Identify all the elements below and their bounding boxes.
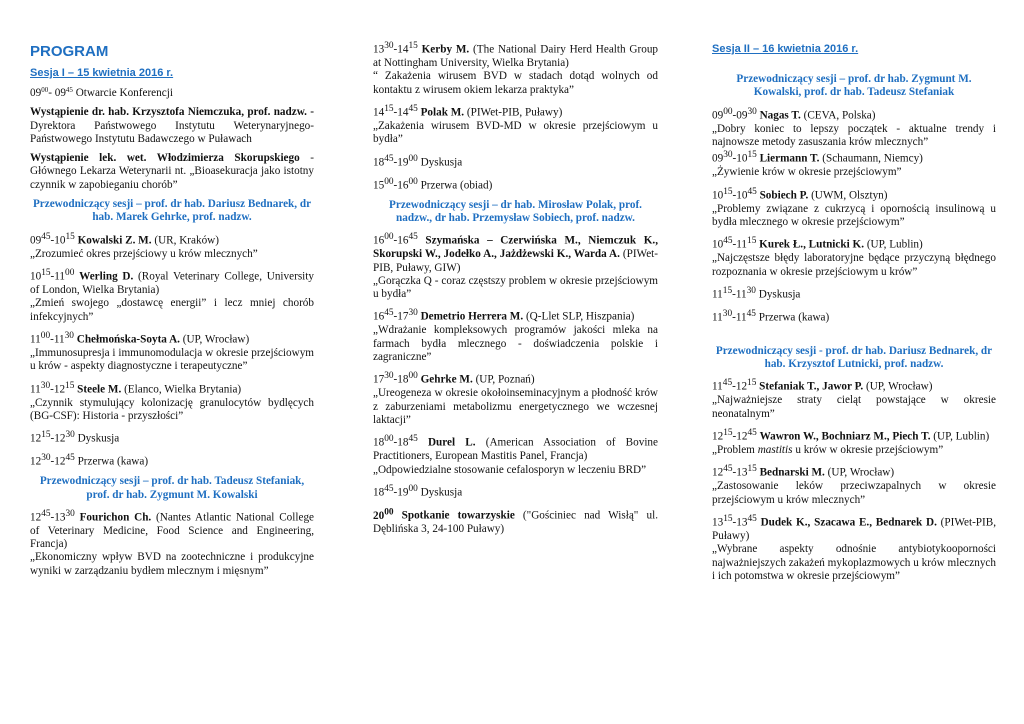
column-3 (712, 40, 996, 589)
speaker-name: Kerby M. (421, 43, 470, 56)
talk-item: $18^{00}-18^{45}$ Durel L. (American Association of Bovine Practitioners, European Mastitis Panel, Francja) „Odpowiedzialne stosowanie cefalosporyn w leczeniu BRD” (373, 434, 658, 476)
talk-title: „Zakażenia wirusem BVD-MD w okresie przejściowym u bydła” (373, 119, 658, 146)
talk-item: $13^{30}-14^{15}$ Kerby M. (The National Dairy Herd Health Group at Nottingham University, Wielka Brytania) “ Zakażenia wirusem BVD w stadach dotąd wolnych od kontaktu z wirusem okiem lekarza praktyka” (373, 41, 659, 96)
talk-title: „Wdrażanie kompleksowych programów jakości mleka na farmach bydła mlecznego - doświadczenia polskie i zagraniczne” (373, 324, 658, 364)
speech-2: Wystąpienie lek. wet. Włodzimierza Skorupskiego - Głównego Lekarza Weterynarii nt. „Bioasekuracja jako istotny czynnik w zapobieganiu chorób” (30, 152, 314, 191)
discussion-item: $18^{45}-19^{00}$ Dyskusja (373, 483, 463, 499)
session-chair: Przewodniczący sesji – prof. dr hab. Zygmunt M. Kowalski, prof. dr hab. Tadeusz Stefaniak (736, 73, 972, 99)
talk-item: $10^{15}-11^{00}$ Werling D. (Royal Veterinary College, University of London, Wielka Brytania) „Zmień swojego „dostawcę energii” i lecz mniej chorób infekcyjnych” (30, 268, 314, 323)
speaker-name: Demetrio Herrera M. (420, 311, 524, 324)
session-chair: Przewodniczący sesji – prof. dr hab. Dariusz Bednarek, dr hab. Marek Gehrke, prof. nadzw. (32, 198, 312, 224)
talk-title: „Problemy związane z cukrzycą i opornością insulinową u bydła mlecznego w okresie przejściowym” (712, 202, 996, 228)
talk-title: „Gorączka Q - coraz częstszy problem w okresie przejściowym u bydła” (373, 274, 658, 301)
session-chair: Przewodniczący sesji – prof. dr hab. Tadeusz Stefaniak, prof. dr hab. Zygmunt M. Kowalski (39, 475, 305, 501)
speaker-name: Sobiech P. (759, 189, 809, 202)
talk-item: $11^{30}-12^{15}$ Steele M. (Elanco, Wielka Brytania) „Czynnik stymulujący kolonizację granulocytów bydlęcych (BG-CSF): Historia - przyszłości” (30, 380, 314, 422)
talk-title: “ Zakażenia wirusem BVD w stadach dotąd wolnych od kontaktu z wirusem okiem lekarza praktyka” (373, 70, 658, 96)
talk-title: „Ureogeneza w okresie okołoinseminacyjnym a płodność krów z zaburzeniami metabolizmu energetycznego we wczesnej laktacji” (373, 387, 658, 426)
talk-item: $10^{15}-10^{45}$ Sobiech P. (UWM, Olsztyn) „Problemy związane z cukrzycą i opornością insulinową u bydła mlecznego w okresie przejściowym” (712, 186, 996, 228)
talk-item: $12^{15}-12^{45}$ Wawron W., Bochniarz M., Piech T. (UP, Lublin) „Problem mastitis u krów w okresie przejściowym” (712, 427, 996, 457)
talk-item: $09^{30}-10^{15}$ Liermann T. (Schaumann, Niemcy) „Żywienie krów w okresie przejściowym” (712, 149, 996, 179)
speaker-name: Liermann T. (759, 152, 820, 165)
talk-title: „Immunosupresja i immunomodulacja w okresie przejściowym u krów - aspekty diagnostyczne i terapeutyczne” (30, 346, 314, 373)
social-event-label: Spotkanie towarzyskie (401, 509, 515, 522)
break-item: $11^{30}-11^{45}$ Przerwa (kawa) (712, 308, 830, 324)
talk-title: „Odpowiedzialne stosowanie cefalosporyn w leczeniu BRD” (373, 463, 647, 476)
talk-title: „Najczęstsze błędy laboratoryjne będące przyczyną błędnego rozpoznania w okresie przejściowym u krów” (712, 252, 996, 278)
talk-item: $09^{45}-10^{15}$ Kowalski Z. M. (UR, Kraków) „Zrozumieć okres przejściowy u krów mlecznych” (30, 231, 314, 261)
program-title: PROGRAM (30, 43, 109, 60)
talk-item: $16^{00}-16^{45}$ Szymańska – Czerwińska M., Niemczuk K., Skorupski W., Jodełko A., Jażdżewski K., Warda A. (PIWet-PIB, Puławy, GIW) „Gorączka Q - coraz częstszy problem w okresie przejściowym u bydła” (373, 232, 659, 301)
speaker-name: Fourichon Ch. (79, 511, 152, 524)
session-1-heading: Sesja I – 15 kwietnia 2016 r. (30, 67, 174, 79)
talk-title: „Zmień swojego „dostawcę energii” i lecz mniej chorób infekcyjnych” (30, 297, 314, 323)
speaker-name: Gehrke M. (420, 374, 473, 387)
talk-title: „Problem mastitis u krów w okresie przejściowym” (712, 444, 944, 457)
speaker-name: Dudek K., Szacawa E., Bednarek D. (760, 516, 937, 529)
speaker-name: Steele M. (77, 383, 122, 396)
talk-item: $16^{45}-17^{30}$ Demetrio Herrera M. (Q-Llet SLP, Hiszpania) „Wdrażanie kompleksowych programów jakości mleka na farmach bydła mlecznego - doświadczenia polskie i zagraniczne” (373, 308, 658, 364)
talk-item: $09^{00}-09^{30}$ Nagas T. (CEVA, Polska) „Dobry koniec to lepszy początek - aktualne trendy i najnowsze metody zasuszania krów mlecznych” (712, 106, 996, 148)
speaker-name: Nagas T. (759, 109, 801, 122)
talk-item: $10^{45}-11^{15}$ Kurek Ł., Lutnicki K. (UP, Lublin) „Najczęstsze błędy laboratoryjne będące przyczyną błędnego rozpoznania w okresie przejściowym u krów” (712, 236, 996, 278)
talk-title: „Zastosowanie leków przeciwzapalnych w okresie przejściowym u krów mlecznych” (712, 480, 996, 506)
talk-title: „Dobry koniec to lepszy początek - aktualne trendy i najnowsze metody zasuszania krów mlecznych” (712, 122, 996, 148)
talk-title: „Czynnik stymulujący kolonizację granulocytów bydlęcych (BG-CSF): Historia - przyszłości” (30, 396, 314, 422)
session-chair: Przewodniczący sesji – dr hab. Mirosław Polak, prof. nadzw., dr hab. Przemysław Sobiech, prof. nadzw. (389, 198, 642, 224)
session-chair: Przewodniczący sesji - prof. dr hab. Dariusz Bednarek, dr hab. Krzysztof Lutnicki, prof. nadzw. (715, 344, 993, 371)
talk-item: $12^{45}-13^{15}$ Bednarski M. (UP, Wrocław) „Zastosowanie leków przeciwzapalnych w okresie przejściowym u krów mlecznych” (712, 464, 996, 506)
speaker-name: Chełmońska-Soyta A. (76, 333, 180, 346)
speaker-name: Kurek Ł., Lutnicki K. (759, 238, 865, 251)
opening-item: $09^{00}-$ $09^{45}$ Otwarcie Konferencji (30, 86, 173, 99)
talk-title: „Ekonomiczny wpływ BVD na zootechniczne i produkcyjne wyniki w zarządzaniu bydłem mlecznym i mięsnym” (30, 551, 314, 577)
talk-title: „Najważniejsze straty cieląt powstające w okresie neonatalnym” (712, 394, 996, 420)
speaker-name: Szymańska – Czerwińska M., Niemczuk K., Skorupski W., Jodełko A., Jażdżewski K., Warda A. (373, 234, 659, 261)
speaker-name: Wawron W., Bochniarz M., Piech T. (759, 430, 931, 443)
social-event-item: $20^{00}$ Spotkanie towarzyskie ("Gościniec nad Wisłą" ul. Dęblińska 3, 24-100 Puławy) (373, 506, 658, 535)
discussion-item: $12^{15}-12^{30}$ Dyskusja (30, 430, 120, 445)
break-item: $12^{30}-12^{45}$ Przerwa (kawa) (30, 453, 149, 468)
session-2-heading: Sesja II – 16 kwietnia 2016 r. (712, 43, 859, 55)
opening-label: Otwarcie Konferencji (72, 87, 173, 99)
talk-item: $14^{15}-14^{45}$ Polak M. (PIWet-PIB, Puławy) „Zakażenia wirusem BVD-MD w okresie przejściowym u bydła” (373, 103, 658, 146)
speaker-name: Durel L. (427, 437, 476, 449)
speaker-name: Kowalski Z. M. (77, 234, 152, 247)
speech-1: Wystąpienie dr. hab. Krzysztofa Niemczuka, prof. nadzw. - Dyrektora Państwowego Instytutu Weterynaryjnego-Państwowego Instytutu Badawczego w Puławach (30, 106, 314, 145)
speaker-name: Bednarski M. (759, 467, 825, 480)
talk-item: $13^{15}-13^{45}$ Dudek K., Szacawa E., Bednarek D. (PIWet-PIB, Puławy) „Wybrane aspekty odnośnie antybiotykooporności najważniejszych zakażeń mykoplazmowych u krów mlecznych i ich potomstwa w okresie przejściowym” (712, 514, 997, 582)
speaker-name: Werling D. (79, 270, 134, 283)
talk-title: „Wybrane aspekty odnośnie antybiotykooporności najważniejszych zakażeń mykoplazmowych u krów mlecznych i ich potomstwa w okresie przejściowym” (712, 543, 996, 582)
lunch-item: $15^{00}-16^{00}$ Przerwa (obiad) (373, 176, 493, 192)
speaker-name: Stefaniak T., Jawor P. (759, 381, 864, 394)
column-2 (373, 40, 658, 542)
discussion-item: $11^{15}-11^{30}$ Dyskusja (712, 285, 801, 301)
talk-item: $11^{00}-11^{30}$ Chełmońska-Soyta A. (UP, Wrocław) „Immunosupresja i immunomodulacja w okresie przejściowym u krów - aspekty diagnostyczne i terapeutyczne” (30, 330, 314, 373)
talk-item: $17^{30}-18^{00}$ Gehrke M. (UP, Poznań) „Ureogeneza w okresie okołoinseminacyjnym a płodność krów z zaburzeniami metabolizmu energetycznego we wczesnej laktacji” (373, 371, 658, 426)
speaker-name: Polak M. (420, 106, 465, 119)
talk-item: $11^{45}-12^{15}$ Stefaniak T., Jawor P. (UP, Wrocław) „Najważniejsze straty cieląt powstające w okresie neonatalnym” (712, 378, 996, 420)
talk-title: „Żywienie krów w okresie przejściowym” (712, 166, 902, 179)
talk-item: $12^{45}-13^{30}$ Fourichon Ch. (Nantes Atlantic National College of Veterinary Medicine, Food Science and Engineering, Francja) „Ekonomiczny wpływ BVD na zootechniczne i produkcyjne wyniki w zarządzaniu bydłem mlecznym i mięsnym” (30, 508, 314, 577)
talk-title: „Zrozumieć okres przejściowy u krów mlecznych” (30, 247, 258, 260)
column-1 (30, 40, 314, 584)
discussion-item: $18^{45}-19^{00}$ Dyskusja (373, 153, 463, 169)
